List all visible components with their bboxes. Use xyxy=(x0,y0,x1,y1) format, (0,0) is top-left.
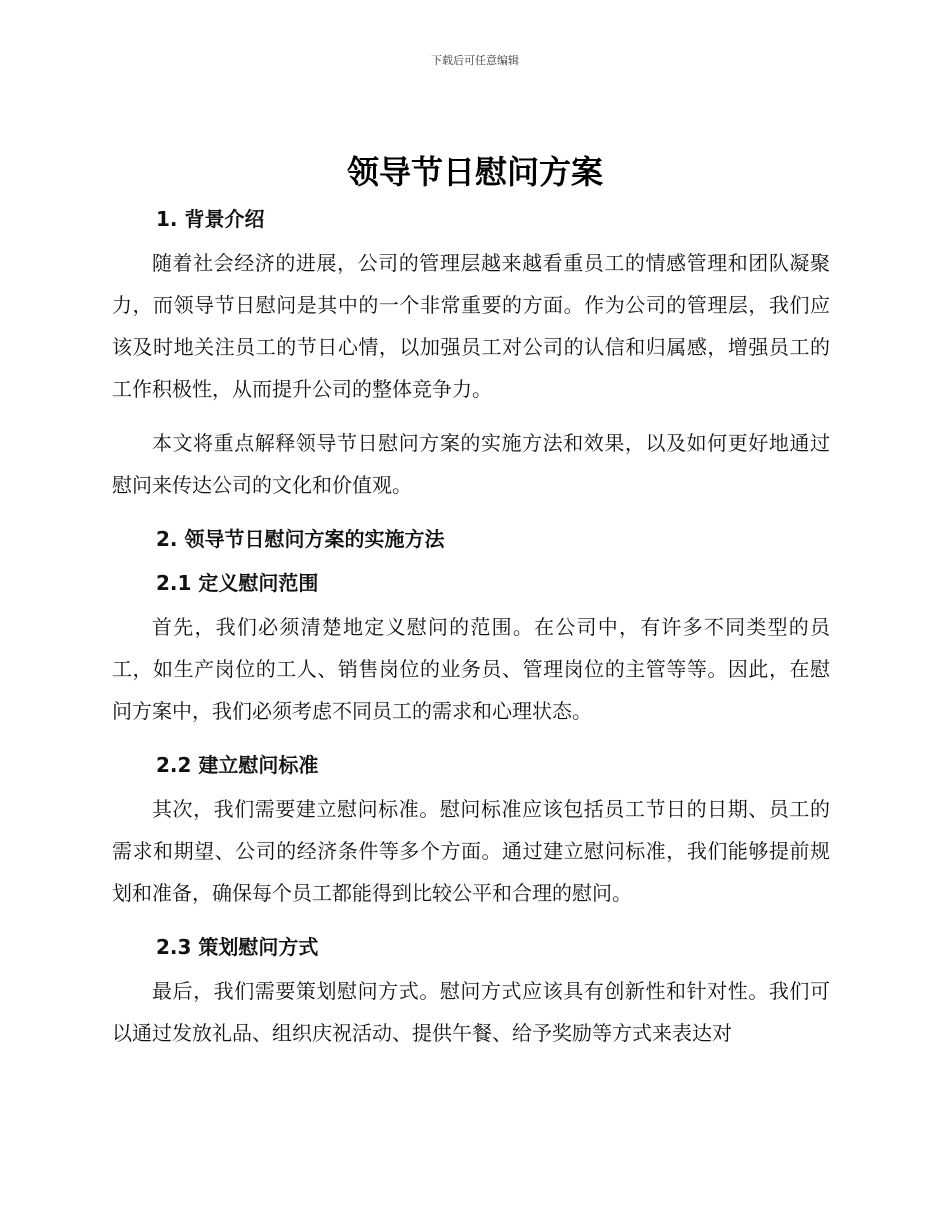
document-title: 领导节日慰问方案 xyxy=(346,153,603,191)
paragraph-background: 随着社会经济的进展，公司的管理层越来越看重员工的情感管理和团队凝聚力，而领导节日慰问是其中的一个非常重要的方面。作为公司的管理层，我们应该及时地关注员工的节日心情，以加强员工对公司的认信和归属感，增强员工的工作积极性，从而提升公司的整体竞争力。 xyxy=(112,251,830,401)
spacer xyxy=(112,410,830,422)
section-heading-implementation: 2. 领导节日慰问方案的实施方法 xyxy=(156,527,445,551)
spacer xyxy=(112,914,830,926)
document-body xyxy=(112,198,830,1054)
paragraph-overview: 本文将重点解释领导节日慰问方案的实施方法和效果，以及如何更好地通过慰问来传达公司的文化和价值观。 xyxy=(112,431,830,497)
section-heading-define-scope: 2.1 定义慰问范围 xyxy=(156,571,319,595)
paragraph-define-scope: 首先，我们必须清楚地定义慰问的范围。在公司中，有许多不同类型的员工，如生产岗位的工人、销售岗位的业务员、管理岗位的主管等等。因此，在慰问方案中，我们必须考虑不同员工的需求和心理状态。 xyxy=(112,615,830,723)
section-heading-methods: 2.3 策划慰问方式 xyxy=(156,935,319,959)
page-header-note: 下载后可任意编辑 xyxy=(431,54,519,67)
section-heading-standards: 2.2 建立慰问标准 xyxy=(156,753,319,777)
spacer xyxy=(112,732,830,744)
paragraph-methods: 最后，我们需要策划慰问方式。慰问方式应该具有创新性和针对性。我们可以通过发放礼品、组织庆祝活动、提供午餐、给予奖励等方式来表达对 xyxy=(112,979,830,1045)
spacer xyxy=(112,506,830,518)
section-heading-background: 1. 背景介绍 xyxy=(156,207,265,231)
paragraph-standards: 其次，我们需要建立慰问标准。慰问标准应该包括员工节日的日期、员工的需求和期望、公司的经济条件等多个方面。通过建立慰问标准，我们能够提前规划和准备，确保每个员工都能得到比较公平和合理的慰问。 xyxy=(112,797,830,905)
